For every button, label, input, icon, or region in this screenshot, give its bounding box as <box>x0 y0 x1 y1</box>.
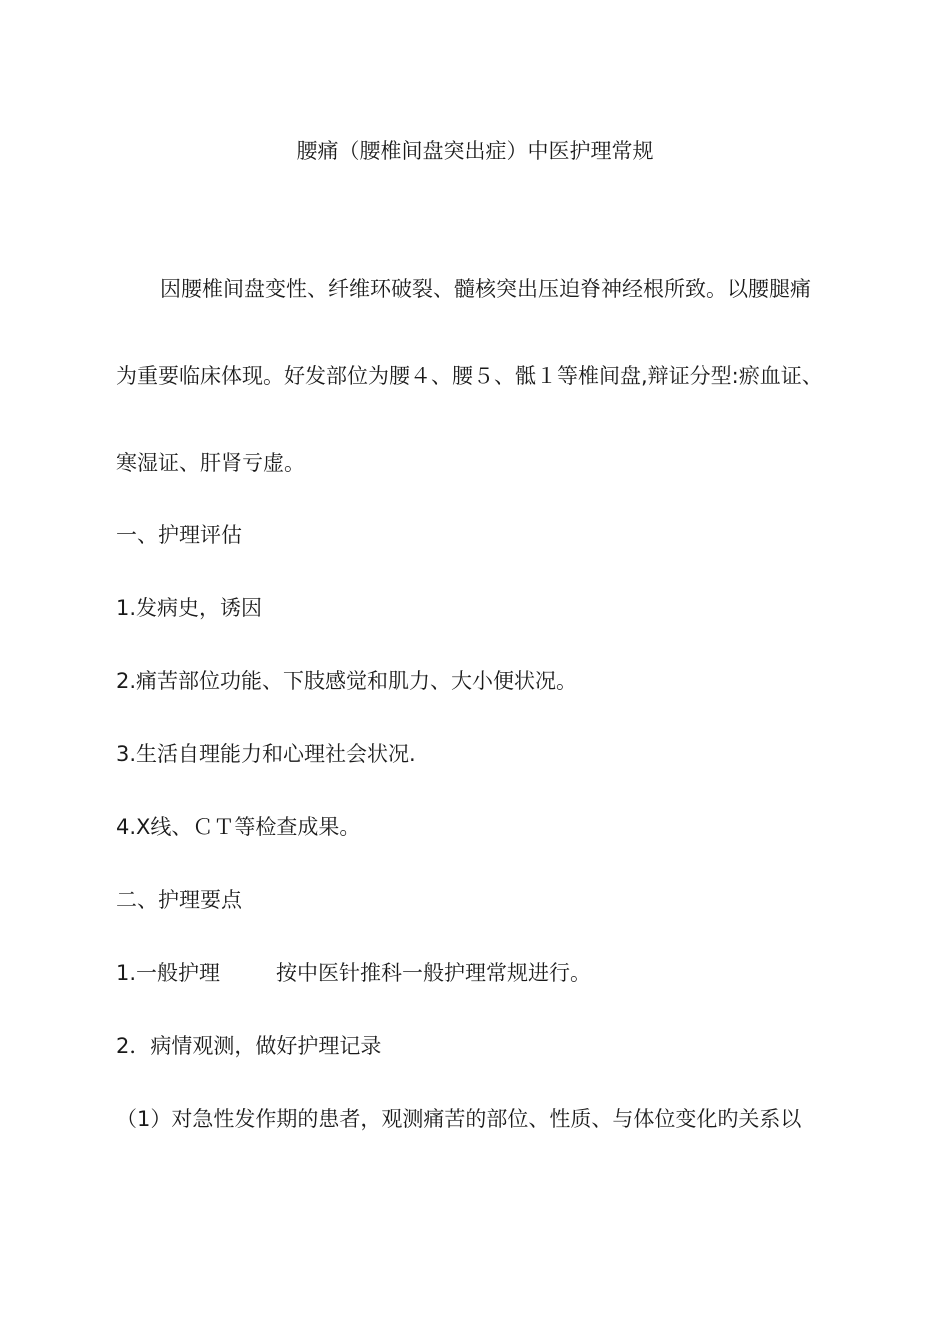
section-2-heading: 二、护理要点 <box>116 888 242 912</box>
section-1-heading: 一、护理评估 <box>116 523 242 547</box>
section-2-item-2-sub-1: （1）对急性发作期的患者，观测痛苦的部位、性质、与体位变化旳关系以 <box>116 1107 802 1131</box>
section-2-item-1-label: 1.一般护理 <box>116 961 221 985</box>
document-title: 腰痛（腰椎间盘突出症）中医护理常规 <box>296 139 654 163</box>
section-1-item-1: 1.发病史，诱因 <box>116 596 263 620</box>
section-1-item-2: 2.痛苦部位功能、下肢感觉和肌力、大小便状况。 <box>116 669 578 693</box>
section-1-item-3: 3.生活自理能力和心理社会状况. <box>116 742 416 766</box>
intro-line-2: 为重要临床体现。好发部位为腰４、腰５、骶１等椎间盘,辩证分型:瘀血证、 <box>116 364 823 388</box>
section-2-item-1-text: 按中医针推科一般护理常规进行。 <box>276 961 592 985</box>
intro-line-1: 因腰椎间盘变性、纤维环破裂、髓核突出压迫脊神经根所致。以腰腿痛 <box>160 277 811 301</box>
section-2-item-2: 2．病情观测，做好护理记录 <box>116 1034 382 1058</box>
section-1-item-4: 4.X线、ＣＴ等检查成果。 <box>116 815 361 839</box>
section-2-item-1 <box>116 958 591 988</box>
intro-line-3: 寒湿证、肝肾亏虚。 <box>116 451 305 475</box>
